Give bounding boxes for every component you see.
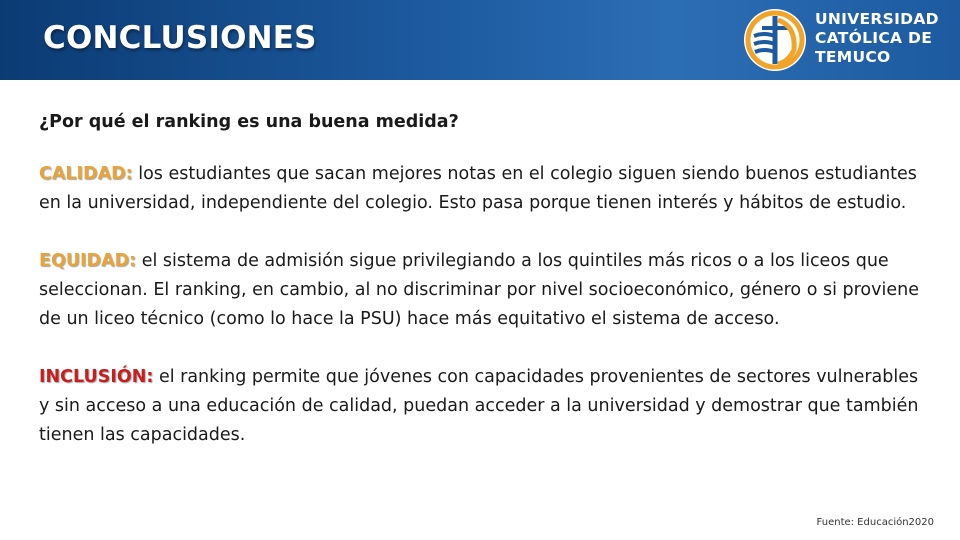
- page-title: CONCLUSIONES: [43, 20, 317, 56]
- slide-body: [39, 108, 929, 479]
- university-crest-icon: [742, 6, 808, 74]
- source-note: Fuente: Educación2020: [816, 517, 934, 528]
- section-label-equidad: EQUIDAD:: [39, 251, 137, 271]
- header-bar: [0, 0, 960, 80]
- question-heading: ¿Por qué el ranking es una buena medida?: [39, 112, 459, 132]
- section-label-inclusion: INCLUSIÓN:: [39, 367, 154, 387]
- section-text-calidad: los estudiantes que sacan mejores notas en el colegio siguen siendo buenos estudiantes en la universidad, independiente del colegio. Esto pasa porque tienen interés y hábitos de estudio.: [39, 164, 917, 213]
- section-text-inclusion: el ranking permite que jóvenes con capacidades provenientes de sectores vulnerables y sin acceso a una educación de calidad, puedan acceder a la universidad y demostrar que también tienen las capacidades.: [39, 367, 919, 445]
- section-text-equidad: el sistema de admisión sigue privilegiando a los quintiles más ricos o a los liceos que seleccionan. El ranking, en cambio, al no discriminar por nivel socioeconómico, género o si proviene de un liceo técnico (como lo hace la PSU) hace más equitativo el sistema de acceso.: [39, 251, 919, 329]
- section-label-calidad: CALIDAD:: [39, 164, 133, 184]
- university-logo: [742, 6, 952, 74]
- logo-line-3: TEMUCO: [815, 48, 891, 66]
- university-name: [815, 10, 939, 67]
- logo-line-1: UNIVERSIDAD: [815, 10, 939, 28]
- section-calidad: [39, 160, 929, 218]
- section-equidad: [39, 247, 929, 334]
- section-inclusion: [39, 363, 929, 450]
- logo-line-2: CATÓLICA DE: [815, 29, 933, 47]
